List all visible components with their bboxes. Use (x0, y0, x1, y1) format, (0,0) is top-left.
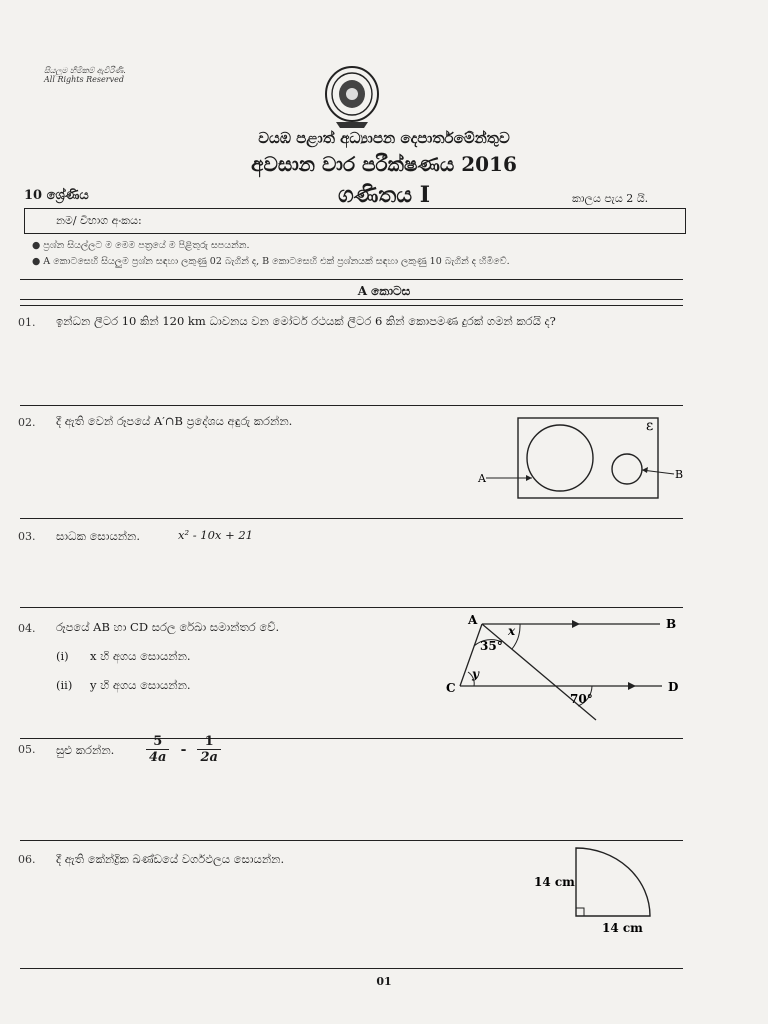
question-5-expression (146, 734, 221, 765)
crest-emblem-icon (322, 64, 382, 130)
fraction-1-denominator: 4a (149, 750, 167, 765)
subject-title: ගණිතය I (337, 182, 431, 208)
venn-diagram (470, 408, 690, 508)
sector-figure (530, 840, 670, 940)
department-name: වයඹ පළාත් අධ්‍යාපන දෙපාර්තමේන්තුව (258, 129, 510, 147)
time-allowed: කාලය පැය 2 යි. (572, 192, 649, 205)
question-4-text: රූපයේ AB හා CD සරල රේඛා සමාන්තර වේ. (56, 620, 280, 634)
divider (20, 607, 683, 608)
name-index-label: නම/ විභාග අංකය: (56, 214, 142, 227)
question-4-number: 04. (18, 622, 36, 635)
angle-x-label: x (508, 624, 516, 638)
venn-label-a: A (478, 472, 486, 485)
fraction-2 (197, 734, 220, 765)
divider (20, 405, 683, 406)
fraction-2-denominator: 2a (200, 750, 218, 765)
question-3-expression: x² - 10x + 21 (178, 528, 253, 542)
venn-universal-label: ε (646, 418, 654, 434)
question-2-number: 02. (18, 416, 36, 429)
divider (20, 305, 683, 306)
question-5-text: සුළු කරන්න. (56, 743, 115, 757)
question-3-text: සාධක සොයන්න. (56, 529, 141, 543)
angle-35-label: 35° (480, 639, 503, 653)
fraction-1 (146, 734, 169, 765)
question-3-number: 03. (18, 530, 36, 543)
instruction-1: ● ප්‍රශ්න සියල්ලට ම මෙම පත්‍රයේ ම පිළිතුරු සපයන්න. (32, 240, 250, 251)
fraction-2-numerator: 1 (197, 734, 220, 750)
divider (20, 299, 683, 300)
sector-vertical-radius-label: 14 cm (534, 875, 575, 889)
question-4-part-i-text: x හි අගය සොයන්න. (90, 649, 191, 663)
page-number: 01 (376, 975, 392, 988)
angle-y-label: y (472, 667, 479, 681)
question-6-number: 06. (18, 853, 36, 866)
fraction-1-numerator: 5 (146, 734, 169, 750)
question-2-text: දී ඇති වෙන් රූපයේ A′∩B ප්‍රදේශය අඳුරු කරන්න. (56, 414, 293, 428)
point-b-label: B (666, 617, 677, 631)
question-1-number: 01. (18, 316, 36, 329)
rights-notice (44, 66, 126, 84)
point-d-label: D (668, 680, 679, 694)
divider (20, 968, 683, 969)
point-c-label: C (446, 681, 456, 695)
minus-sign: - (180, 741, 187, 758)
sector-horizontal-radius-label: 14 cm (602, 921, 643, 935)
question-5-number: 05. (18, 743, 36, 756)
section-title: A කොටස (357, 284, 411, 298)
question-4-part-ii-text: y හි අගය සොයන්න. (90, 678, 191, 692)
rights-sinhala: සියලුම හිමිකම් ඇවිරිණි. (44, 66, 126, 75)
question-1-text: ඉන්ධන ලීටර 10 කින් 120 km ධාවනය වන මෝටර් රථයක් ලීටර 6 කින් කොපමණ දුරක් ගමන් කරයි ද? (56, 314, 556, 328)
divider (20, 738, 683, 739)
rights-english: All Rights Reserved (44, 75, 124, 84)
question-4-part-ii-label: (ii) (56, 678, 73, 692)
point-a-label: A (468, 613, 478, 627)
grade-label: 10 ශ්‍රේණිය (24, 188, 89, 203)
angle-70-label: 70° (570, 692, 593, 706)
venn-label-b: B (675, 468, 684, 481)
question-6-text: දී ඇති කේන්ද්‍රික ඛණ්ඩයේ වර්ගඵලය සොයන්න. (56, 852, 285, 866)
instruction-2: ● A කොටසෙහි සියලුම ප්‍රශ්න සඳහා ලකුණු 02 බැගින් ද, B කොටසෙහි එක් ප්‍රශ්නයක් සඳහා ලකුණු 10 බැගින් ද හිමිවේ. (32, 256, 510, 267)
parallel-lines-figure (440, 612, 685, 724)
question-4-part-i-label: (i) (56, 649, 69, 663)
divider (20, 279, 683, 280)
divider (20, 518, 683, 519)
exam-title: අවසාන වාර පරීක්ෂණය 2016 (251, 152, 517, 176)
